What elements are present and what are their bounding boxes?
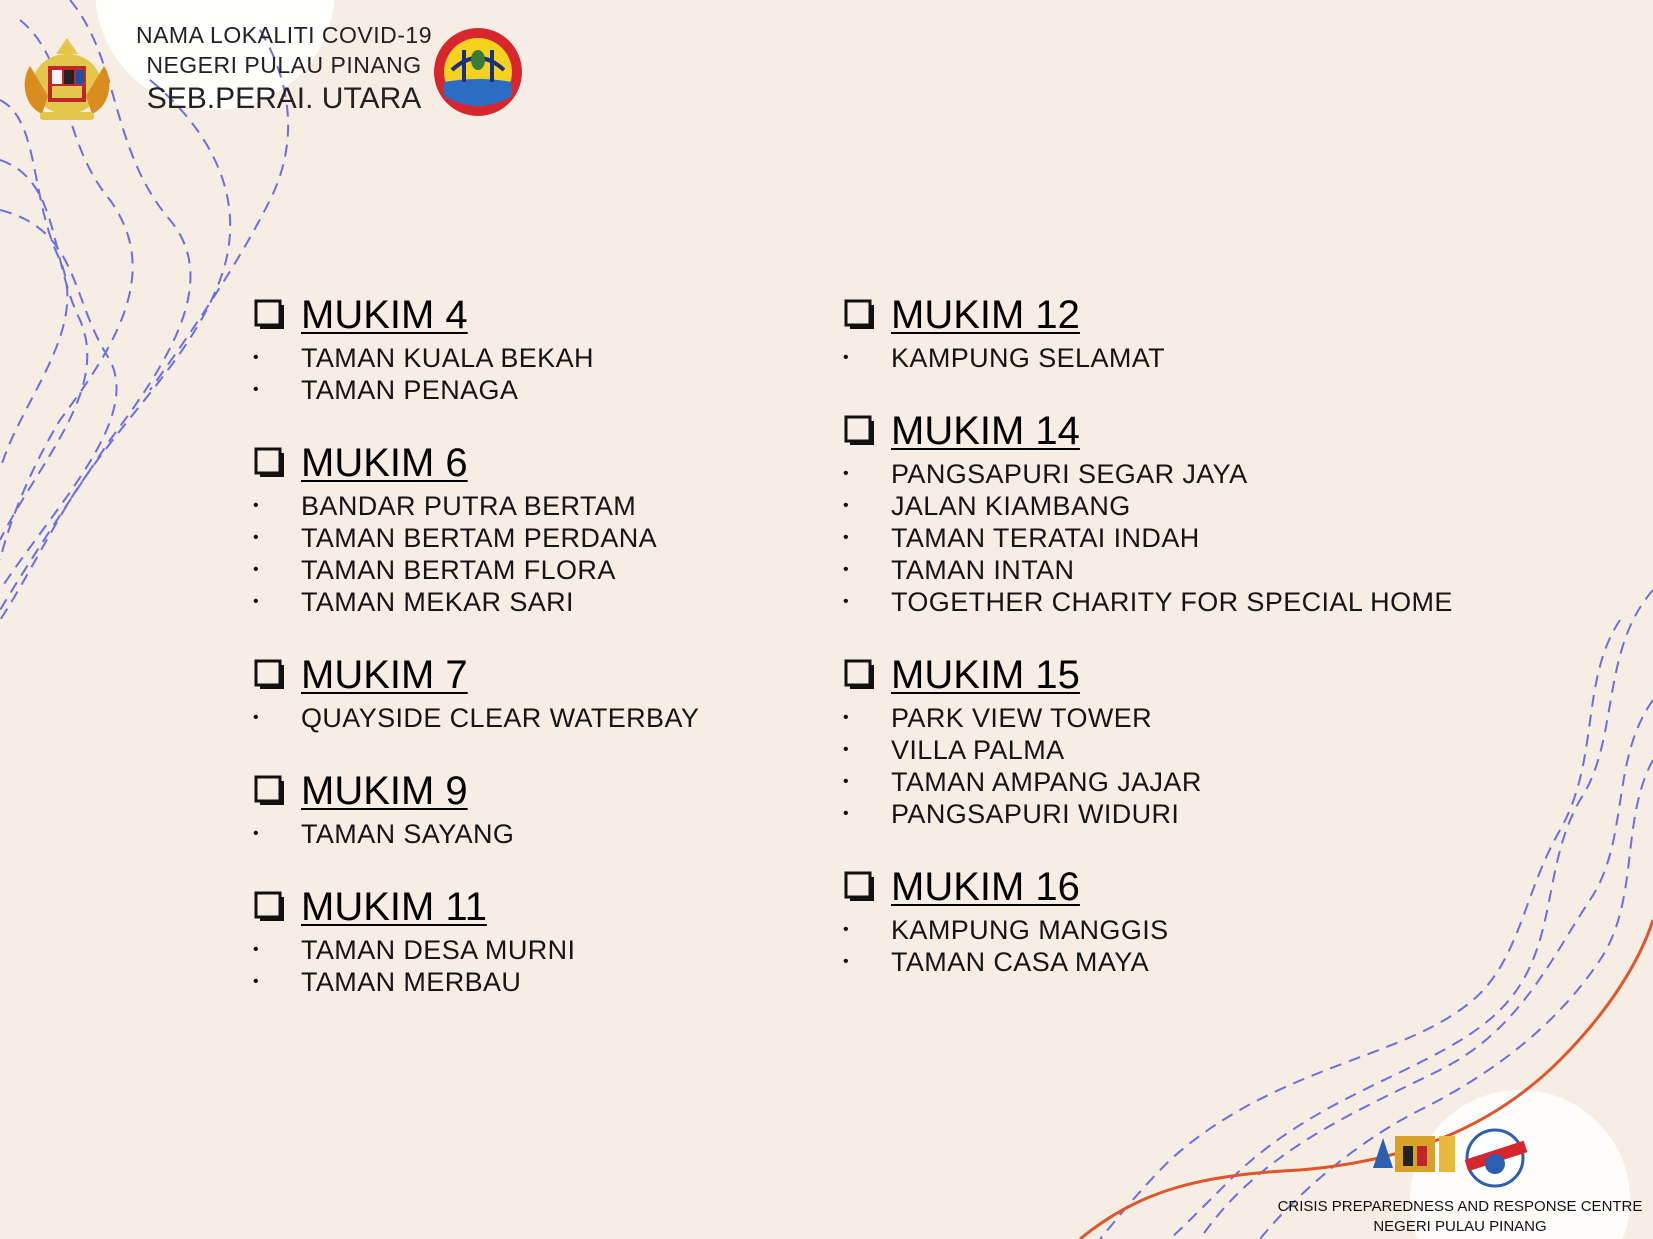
list-item (843, 490, 1563, 522)
locality-list (253, 818, 753, 850)
coat-of-arms-icon (12, 26, 122, 126)
bullet: • (253, 349, 259, 366)
bullet: • (843, 773, 849, 790)
mukim-heading (843, 408, 1563, 454)
locality-name: TAMAN AMPANG JAJAR (891, 767, 1202, 797)
locality-name: TAMAN MEKAR SARI (301, 587, 574, 617)
checkbox-square-icon (843, 870, 877, 904)
locality-name: BANDAR PUTRA BERTAM (301, 491, 637, 521)
header-line-1: NAMA LOKALITI COVID-19 (135, 22, 433, 48)
list-item (253, 818, 753, 850)
locality-name: QUAYSIDE CLEAR WATERBAY (301, 703, 700, 733)
mukim-section (843, 864, 1563, 978)
mukim-section (843, 408, 1563, 618)
header-line-2: NEGERI PULAU PINANG (146, 52, 422, 78)
mukim-heading (253, 292, 753, 338)
bullet: • (843, 497, 849, 514)
locality-name: KAMPUNG SELAMAT (891, 343, 1166, 373)
bullet: • (843, 529, 849, 546)
header (12, 16, 532, 126)
list-item (253, 490, 753, 522)
mukim-section (253, 884, 753, 998)
list-item (843, 554, 1563, 586)
checkbox-square-icon (843, 298, 877, 332)
mukim-heading (253, 768, 753, 814)
mukim-heading (253, 884, 753, 930)
list-item (253, 522, 753, 554)
bullet: • (843, 709, 849, 726)
list-item (843, 734, 1563, 766)
header-title-block (124, 20, 444, 118)
mukim-title: MUKIM 15 (891, 653, 1080, 697)
locality-name: TAMAN DESA MURNI (301, 935, 576, 965)
bullet: • (253, 825, 259, 842)
locality-name: TAMAN KUALA BEKAH (301, 343, 594, 373)
header-line-3: SEB.PERAI. UTARA (146, 82, 422, 115)
mukim-title: MUKIM 11 (301, 885, 487, 929)
bullet: • (253, 497, 259, 514)
checkbox-square-icon (253, 774, 287, 808)
mukim-section (253, 652, 753, 734)
checkbox-square-icon (253, 890, 287, 924)
mukim-title: MUKIM 14 (891, 409, 1080, 453)
footer (1275, 1128, 1645, 1238)
checkbox-square-icon (843, 414, 877, 448)
left-column (253, 292, 753, 1032)
locality-name: TAMAN PENAGA (301, 375, 519, 405)
mukim-heading (253, 652, 753, 698)
locality-name: TAMAN SAYANG (301, 819, 515, 849)
locality-list (253, 934, 753, 998)
list-item (843, 586, 1563, 618)
bullet: • (843, 953, 849, 970)
locality-list (253, 490, 753, 618)
locality-name: TAMAN INTAN (891, 555, 1075, 585)
mukim-section (253, 440, 753, 618)
bullet: • (253, 709, 259, 726)
bullet: • (253, 593, 259, 610)
checkbox-square-icon (253, 446, 287, 480)
bullet: • (843, 805, 849, 822)
mukim-section (253, 768, 753, 850)
district-seal-icon (432, 26, 524, 118)
footer-line-1: CRISIS PREPAREDNESS AND RESPONSE CENTRE (1277, 1198, 1643, 1215)
mukim-title: MUKIM 4 (301, 293, 468, 337)
mukim-title: MUKIM 6 (301, 441, 468, 485)
mukim-title: MUKIM 7 (301, 653, 468, 697)
bullet: • (253, 381, 259, 398)
locality-name: KAMPUNG MANGGIS (891, 915, 1169, 945)
list-item (253, 586, 753, 618)
locality-list (253, 702, 753, 734)
mukim-title: MUKIM 12 (891, 293, 1080, 337)
locality-name: PARK VIEW TOWER (891, 703, 1153, 733)
mukim-heading (253, 440, 753, 486)
footer-line-2: NEGERI PULAU PINANG (1373, 1218, 1547, 1235)
bullet: • (253, 561, 259, 578)
mukim-title: MUKIM 9 (301, 769, 468, 813)
locality-name: JALAN KIAMBANG (891, 491, 1131, 521)
right-column (843, 292, 1563, 1012)
locality-name: PANGSAPURI WIDURI (891, 799, 1180, 829)
list-item (253, 934, 753, 966)
mukim-heading (843, 652, 1563, 698)
mukim-section (843, 292, 1563, 374)
list-item (253, 966, 753, 998)
locality-name: TAMAN CASA MAYA (891, 947, 1150, 977)
list-item (253, 374, 753, 406)
bullet: • (253, 941, 259, 958)
checkbox-square-icon (253, 658, 287, 692)
locality-name: TAMAN TERATAI INDAH (891, 523, 1200, 553)
list-item (253, 554, 753, 586)
list-item (843, 798, 1563, 830)
locality-name: TOGETHER CHARITY FOR SPECIAL HOME (891, 587, 1453, 617)
locality-name: TAMAN BERTAM FLORA (301, 555, 616, 585)
list-item (843, 946, 1563, 978)
bullet: • (843, 593, 849, 610)
bullet: • (843, 921, 849, 938)
bullet: • (253, 529, 259, 546)
mukim-section (253, 292, 753, 406)
bullet: • (843, 561, 849, 578)
locality-name: VILLA PALMA (891, 735, 1065, 765)
cprc-logos-icon (1369, 1128, 1549, 1188)
mukim-section (843, 652, 1563, 830)
list-item (843, 458, 1563, 490)
list-item (843, 342, 1563, 374)
bullet: • (843, 349, 849, 366)
mukim-title: MUKIM 16 (891, 865, 1080, 909)
locality-list (843, 702, 1563, 830)
list-item (843, 914, 1563, 946)
bullet: • (253, 973, 259, 990)
locality-list (253, 342, 753, 406)
checkbox-square-icon (253, 298, 287, 332)
locality-list (843, 914, 1563, 978)
mukim-heading (843, 292, 1563, 338)
bullet: • (843, 465, 849, 482)
locality-name: TAMAN MERBAU (301, 967, 522, 997)
list-item (843, 702, 1563, 734)
list-item (843, 766, 1563, 798)
bullet: • (843, 741, 849, 758)
locality-name: TAMAN BERTAM PERDANA (301, 523, 658, 553)
locality-list (843, 458, 1563, 618)
locality-name: PANGSAPURI SEGAR JAYA (891, 459, 1248, 489)
mukim-heading (843, 864, 1563, 910)
list-item (843, 522, 1563, 554)
locality-list (843, 342, 1563, 374)
list-item (253, 702, 753, 734)
checkbox-square-icon (843, 658, 877, 692)
list-item (253, 342, 753, 374)
